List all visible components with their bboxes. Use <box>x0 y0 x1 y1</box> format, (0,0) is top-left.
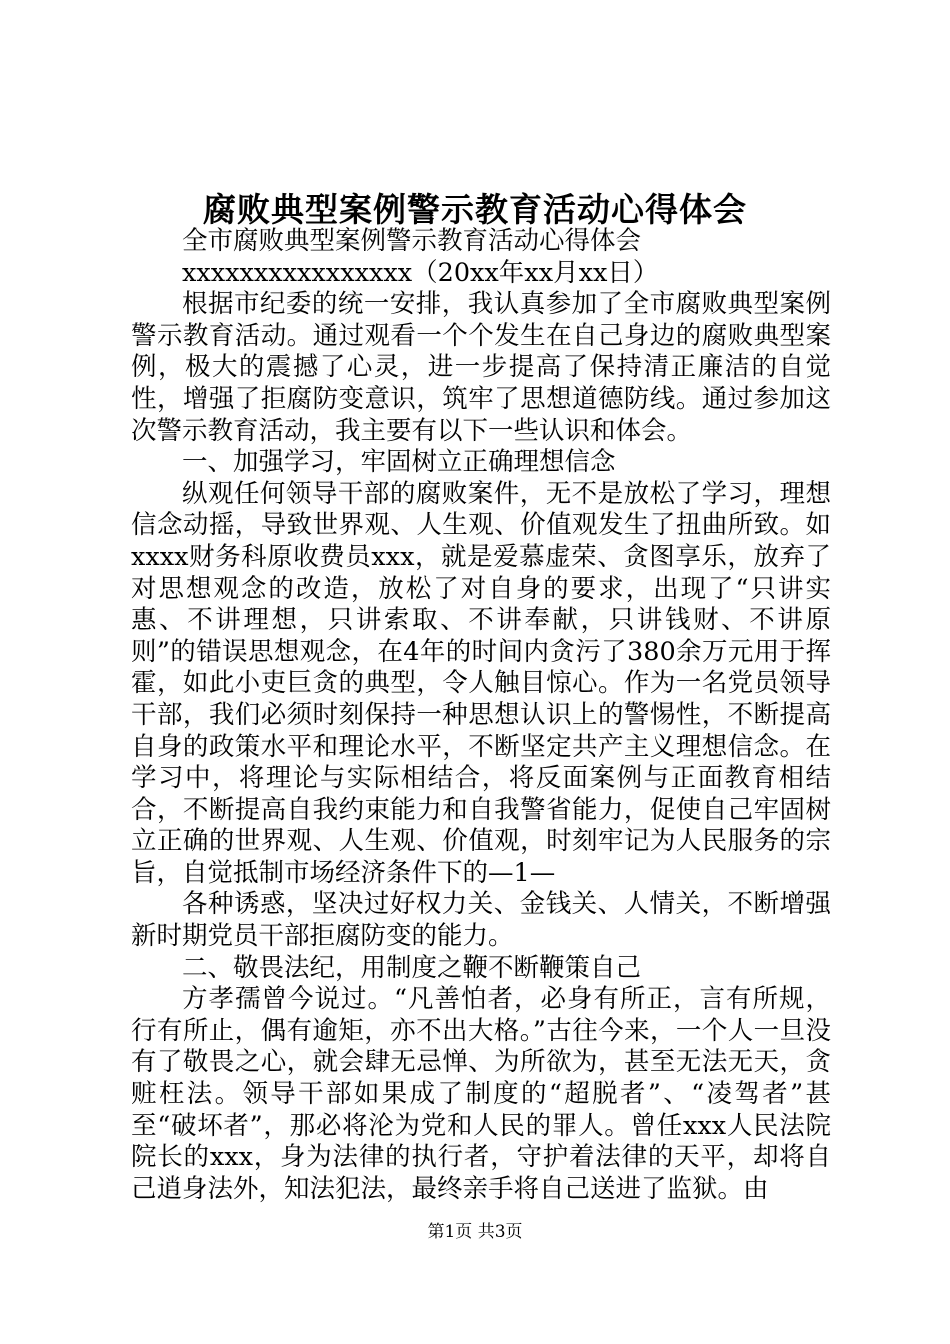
paragraph-section-1: 纵观任何领导干部的腐败案件，无不是放松了学习，理想信念动摇，导致世界观、人生观、价值观发生了扭曲所致。如xxxx财务科原收费员xxx，就是爱慕虚荣、贪图享乐，放弃了对思想观念的改造，放松了对自身的要求，出现了“只讲实惠、不讲理想，只讲索取、不讲奉献，只讲钱财、不讲原则”的错误思想观念，在4年的时间内贪污了380余万元用于挥霍，如此小吏巨贪的典型，令人触目惊心。作为一名党员领导干部，我们必须时刻保持一种思想认识上的警惕性，不断提高自身的政策水平和理论水平，不断坚定共产主义理想信念。在学习中，将理论与实际相结合，将反面案例与正面教育相结合，不断提高自我约束能力和自我警省能力，促使自己牢固树立正确的世界观、人生观、价值观，时刻牢记为人民服务的宗旨，自觉抵制市场经济条件下的—1— <box>131 478 831 888</box>
document-body <box>131 226 831 1205</box>
section-heading-2: 二、敬畏法纪，用制度之鞭不断鞭策自己 <box>182 952 642 983</box>
paragraph-section-1-cont: 各种诱惑，坚决过好权力关、金钱关、人情关，不断增强新时期党员干部拒腐防变的能力。 <box>131 889 831 952</box>
paragraph-date: xxxxxxxxxxxxxxxx（20xx年xx月xx日） <box>182 257 659 288</box>
paragraph-section-2: 方孝孺曾今说过。“凡善怕者，必身有所正，言有所规，行有所止，偶有逾矩，亦不出大格。”古往今来，一个人一旦没有了敬畏之心，就会肆无忌惮、为所欲为，甚至无法无天，贪赃枉法。领导干部如果成了制度的“超脱者”、“凌驾者”甚至“破坏者”，那必将沦为党和人民的罪人。曾任xxx人民法院院长的xxx，身为法律的执行者，守护着法律的天平，却将自己逍身法外，知法犯法，最终亲手将自己送进了监狱。由 <box>131 984 831 1204</box>
document-title: 腐败典型案例警示教育活动心得体会 <box>203 190 747 229</box>
page-number-footer: 第1页 共3页 <box>427 1222 523 1242</box>
paragraph-subtitle: 全市腐败典型案例警示教育活动心得体会 <box>182 226 642 256</box>
paragraph-intro: 根据市纪委的统一安排，我认真参加了全市腐败典型案例警示教育活动。通过观看一个个发生在自己身边的腐败典型案例，极大的震撼了心灵，进一步提高了保持清正廉洁的自觉性，增强了拒腐防变意识，筑牢了思想道德防线。通过参加这次警示教育活动，我主要有以下一些认识和体会。 <box>131 289 831 446</box>
section-heading-1: 一、加强学习，牢固树立正确理想信念 <box>182 447 616 478</box>
